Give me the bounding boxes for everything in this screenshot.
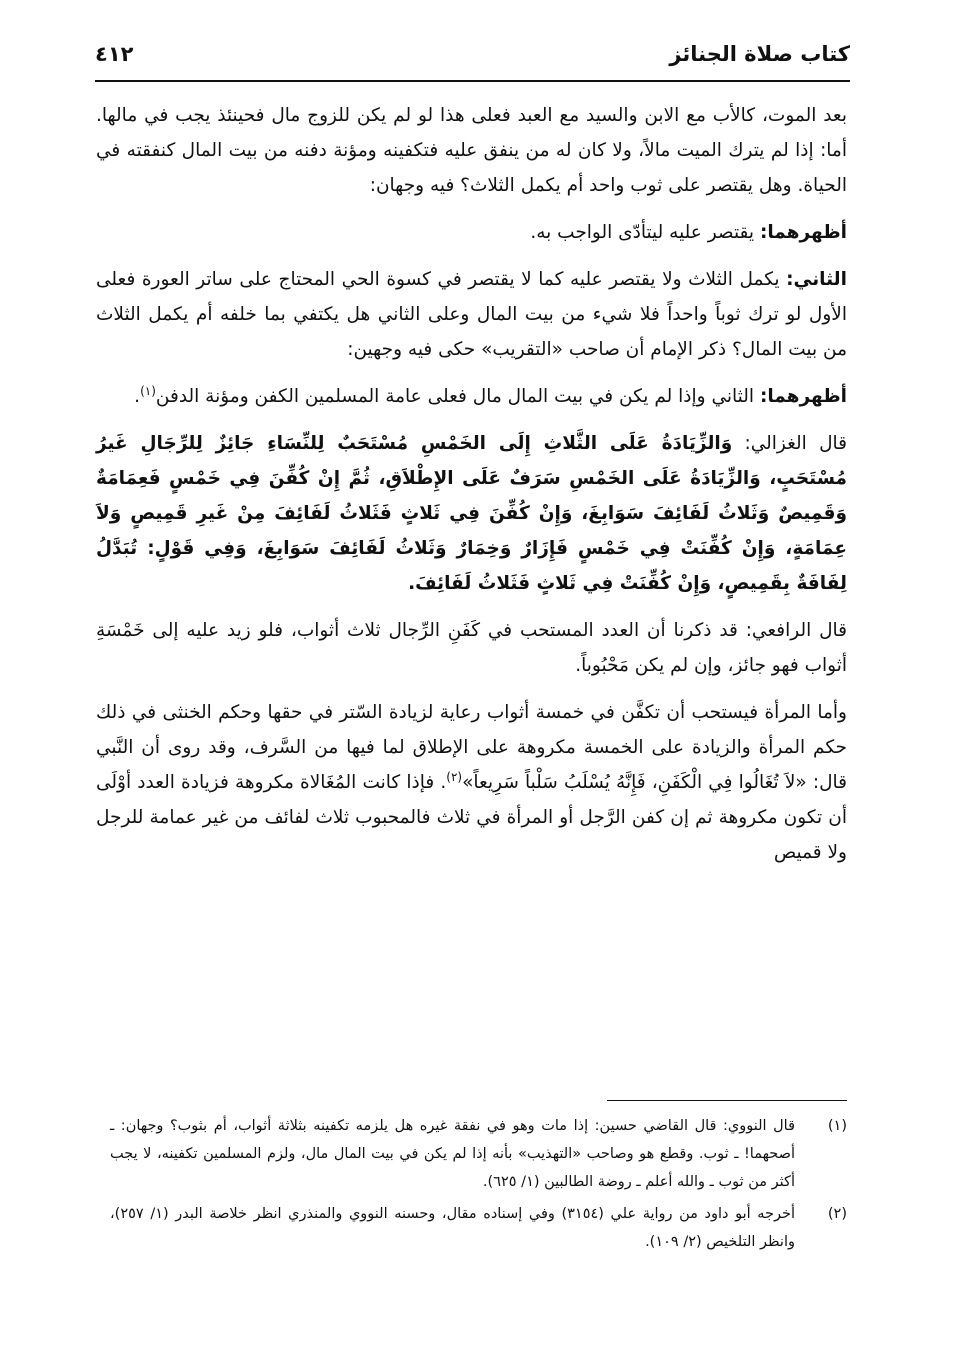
footnote-1 [110,1112,847,1196]
footnote-divider [607,1100,847,1101]
footnote-2 [110,1200,847,1256]
paragraph-4-text: الثاني وإذا لم يكن في بيت المال مال فعلى عامة المسلمين الكفن ومؤنة الدفن [155,386,755,407]
paragraph-4 [96,379,847,414]
running-title: كتاب صلاة الجنائز [669,42,850,66]
footnote-ref-2[interactable]: (٢) [446,769,463,784]
paragraph-3-lead: الثاني: [786,269,847,290]
paragraph-1: بعد الموت، كالأب مع الابن والسيد مع العبد فعلى هذا لو لم يكن للزوج مال فحينئذ يجب في مالها. أما: إذا لم يترك الميت مالاً، ولا كان له من ينفق عليه فتكفينه ومؤنة دفنه من بيت المال كنفقته في الحياة. وهل يقتصر على ثوب واحد أم يكمل الثلاث؟ فيه وجهان: [96,105,847,196]
paragraph-4-end: . [134,386,141,407]
paragraph-2-lead: أظهرهما: [759,222,847,243]
footnotes [110,1112,847,1260]
footnote-1-number: (١) [827,1118,847,1134]
paragraph-2-text: يقتصر عليه ليتأدّى الواجب به. [530,222,755,243]
footnote-2-text: أخرجه أبو داود من رواية علي (٣١٥٤) وفي إسناده مقال، وحسنه النووي والمنذري انظر خلاصة البدر (١/ ٢٥٧)، وانظر التلخيص (٢/ ١٠٩). [110,1206,795,1250]
paragraph-6: قال الرافعي: قد ذكرنا أن العدد المستحب في كَفَنِ الرِّجال ثلاث أثواب، فلو زيد عليه إلى خَمْسَةِ أثواب فهو جائز، وإن لم يكن مَحْبُوباً. [96,620,847,676]
paragraph-4-lead: أظهرهما: [759,386,847,407]
paragraph-5 [96,426,847,601]
paragraph-7-b: . فإذا كانت المُغَالاة مكروهة فزيادة العدد أوْلَى أن تكون مكروهة ثم إن كفن الرَّجل أو المرأة في ثلاث فالمحبوب ثلاث لفائف من غير عمامة للرجل ولا قميص [96,772,847,863]
paragraph-7 [96,695,847,870]
footnote-1-text: قال النووي: قال القاضي حسين: إذا مات وهو في نفقة غيره هل يلزمه تكفينه بثلاثة أثواب، أم بثوب؟ وجهان: ـ أصحهما! ـ ثوب. وقطع هو وصاحب «التهذيب» بأنه إذا لم يكن في بيت المال مال، ولزم المسلمين تكفينه، لا يجب أكثر من ثوب ـ والله أعلم ـ روضة الطالبين (١/ ٦٢٥). [110,1118,795,1190]
footnote-ref-1[interactable]: (١) [140,383,156,398]
page-header [95,30,850,82]
ghazali-quote: وَالزِّيَادَةُ عَلَى الثَّلاثِ إِلَى الخَمْسِ مُسْتَحَبٌ لِلنِّسَاءِ جَائِزٌ لِلرِّجَالِ غَيرُ مُسْتَحَبٍ، وَالزِّيَادَةُ عَلَى الخَمْسِ سَرَفٌ عَلَى الإِطْلاَقِ، ثُمَّ إِنْ كُفِّنَ فِي خَمْسٍ فَعِمَامَةٌ وَقَمِيصٌ وَثَلاثُ لَفَائِفَ سَوَابِغَ، وَإِنْ كُفِّنَ فِي ثَلاثٍ فَثَلاثُ لَفَائِفَ مِنْ غَيرِ قَمِيصٍ وَلاَ عِمَامَةٍ، وَإِنْ كُفِّنَتْ فِي خَمْسٍ فَإِزَارٌ وَخِمَارٌ وَثَلاثُ لَفَائِفَ سَوَابِغَ، وَفِي قَوْلٍ: تُبَدَّلُ لِفَافَةٌ بِقَمِيصٍ، وَإِنْ كُفِّنَتْ فِي ثَلاثٍ فَثَلاثُ لَفَائِفَ. [96,433,847,594]
paragraph-2 [96,215,847,250]
paragraph-3-text: يكمل الثلاث ولا يقتصر عليه كما لا يقتصر في كسوة الحي المحتاج على ساتر العورة فعلى الأول لو ترك ثوباً واحداً فلا شيء من بيت المال وعلى الثاني هل يكتفي بما خلفه أم يكمل الثلاث من بيت المال؟ ذكر الإمام أن صاحب «التقريب» حكى فيه وجهين: [96,269,847,360]
paragraph-7-a: وأما المرأة فيستحب أن تكفَّن في خمسة أثواب رعاية لزيادة السّتر في حقها وحكم الخنثى في ذلك حكم المرأة والزيادة على الخمسة مكروهة على الإطلاق لما فيها من السَّرف، وقد روى أن النَّبي قال: «لاَ تُغَالُوا فِي الْكَفَنِ، فَإِنَّهُ يُسْلَبُ سَلْباً سَرِيعاً» [96,702,847,793]
paragraph-3 [96,262,847,367]
main-text [96,98,847,882]
paragraph-5-intro: قال الغزالي: [744,433,847,454]
footnote-2-number: (٢) [827,1206,847,1222]
page-number: ٤١٢ [95,42,134,66]
